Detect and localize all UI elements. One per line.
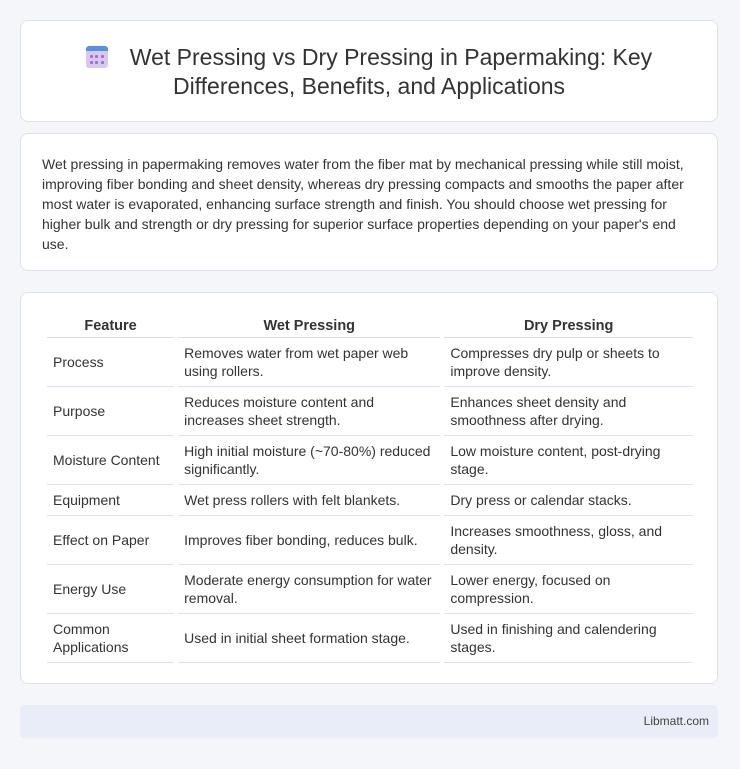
feature-cell: Process [47,338,174,387]
calendar-icon [86,46,108,68]
dry-pressing-cell: Used in finishing and calendering stages. [444,614,693,663]
header-dry-pressing: Dry Pressing [444,317,693,338]
table-row [47,516,693,565]
dry-pressing-cell: Increases smoothness, gloss, and density. [444,516,693,565]
intro-paragraph: Wet pressing in papermaking removes water from the fiber mat by mechanical pressing while still moist, improving fiber bonding and sheet density, whereas dry pressing compacts and smooths the paper after most water is evaporated, enhancing surface strength and finish. You should choose wet pressing for higher bulk and strength or dry pressing for superior surface properties depending on your paper's end use. [42,156,684,252]
page-title [51,43,687,101]
dry-pressing-cell: Low moisture content, post-drying stage. [444,436,693,485]
header-wet-pressing: Wet Pressing [178,317,440,338]
table-row [47,614,693,663]
header-feature: Feature [47,317,174,338]
intro-card [20,133,718,271]
table-row [47,338,693,387]
comparison-table [43,317,697,663]
table-row [47,565,693,614]
table-row [47,485,693,516]
wet-pressing-cell: Removes water from wet paper web using rollers. [178,338,440,387]
wet-pressing-cell: Wet press rollers with felt blankets. [178,485,440,516]
dry-pressing-cell: Lower energy, focused on compression. [444,565,693,614]
dry-pressing-cell: Compresses dry pulp or sheets to improve density. [444,338,693,387]
footer-bar [20,705,718,738]
page-title-text: Wet Pressing vs Dry Pressing in Papermaking: Key Differences, Benefits, and Applications [129,44,653,99]
feature-cell: Energy Use [47,565,174,614]
feature-cell: Effect on Paper [47,516,174,565]
table-row [47,436,693,485]
footer-brand: Libmatt.com [643,714,709,728]
wet-pressing-cell: Used in initial sheet formation stage. [178,614,440,663]
wet-pressing-cell: Improves fiber bonding, reduces bulk. [178,516,440,565]
wet-pressing-cell: High initial moisture (~70-80%) reduced significantly. [178,436,440,485]
wet-pressing-cell: Reduces moisture content and increases sheet strength. [178,387,440,436]
title-card [20,20,718,122]
feature-cell: Equipment [47,485,174,516]
feature-cell: Purpose [47,387,174,436]
dry-pressing-cell: Dry press or calendar stacks. [444,485,693,516]
dry-pressing-cell: Enhances sheet density and smoothness after drying. [444,387,693,436]
table-row [47,387,693,436]
wet-pressing-cell: Moderate energy consumption for water removal. [178,565,440,614]
table-header-row [47,317,693,338]
feature-cell: Moisture Content [47,436,174,485]
feature-cell: Common Applications [47,614,174,663]
comparison-card [20,292,718,684]
